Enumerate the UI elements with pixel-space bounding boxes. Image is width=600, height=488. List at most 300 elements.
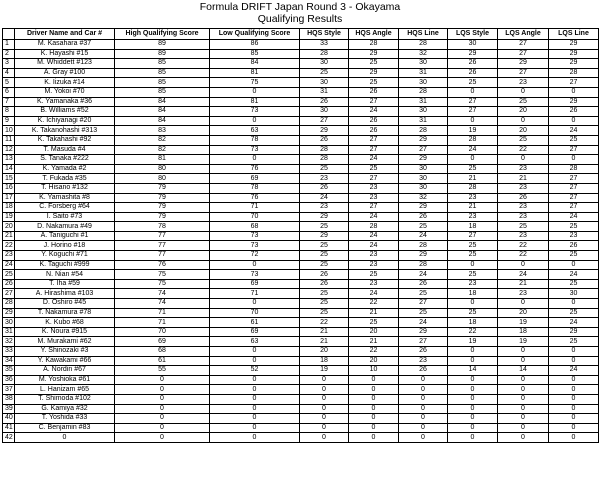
cell-driver: T. Fukada #35 [15, 174, 115, 184]
cell-hqs-angle: 0 [349, 385, 399, 395]
cell-lqs-angle: 0 [498, 385, 549, 395]
cell-hqs-angle: 27 [349, 145, 399, 155]
document-title: Formula DRIFT Japan Round 3 - Okayama [199, 1, 401, 13]
cell-lqs-angle: 23 [498, 231, 549, 241]
cell-rank: 16 [3, 183, 15, 193]
cell-rank: 9 [3, 116, 15, 126]
cell-hqs-line: 23 [399, 356, 448, 366]
cell-lqs-line: 0 [549, 155, 599, 165]
cell-high-score: 77 [115, 231, 210, 241]
cell-lqs-line: 0 [549, 385, 599, 395]
cell-lqs-angle: 0 [498, 433, 549, 443]
cell-driver: A. Taniguchi #1 [15, 231, 115, 241]
cell-lqs-style: 18 [448, 289, 498, 299]
table-row [3, 231, 599, 241]
cell-lqs-line: 0 [549, 423, 599, 433]
cell-high-score: 89 [115, 40, 210, 50]
cell-lqs-angle: 0 [498, 260, 549, 270]
cell-hqs-style: 26 [300, 135, 349, 145]
cell-rank: 1 [3, 40, 15, 50]
cell-lqs-angle: 23 [498, 164, 549, 174]
cell-hqs-angle: 27 [349, 174, 399, 184]
cell-lqs-line: 0 [549, 414, 599, 424]
cell-low-score: 76 [210, 164, 300, 174]
cell-low-score: 61 [210, 318, 300, 328]
cell-high-score: 84 [115, 107, 210, 117]
cell-driver: M. Whiddett #123 [15, 59, 115, 69]
cell-hqs-line: 29 [399, 135, 448, 145]
cell-hqs-style: 28 [300, 155, 349, 165]
cell-low-score: 0 [210, 87, 300, 97]
cell-low-score: 73 [210, 231, 300, 241]
cell-lqs-line: 26 [549, 107, 599, 117]
cell-lqs-line: 29 [549, 327, 599, 337]
cell-high-score: 0 [115, 394, 210, 404]
cell-hqs-angle: 24 [349, 241, 399, 251]
cell-high-score: 77 [115, 241, 210, 251]
cell-lqs-style: 14 [448, 366, 498, 376]
cell-lqs-style: 0 [448, 299, 498, 309]
table-row [3, 107, 599, 117]
cell-rank: 14 [3, 164, 15, 174]
cell-hqs-style: 31 [300, 87, 349, 97]
table-row [3, 174, 599, 184]
cell-rank: 32 [3, 337, 15, 347]
cell-low-score: 72 [210, 251, 300, 261]
cell-high-score: 0 [115, 433, 210, 443]
cell-hqs-style: 25 [300, 299, 349, 309]
cell-hqs-style: 27 [300, 116, 349, 126]
cell-lqs-line: 27 [549, 183, 599, 193]
cell-low-score: 0 [210, 404, 300, 414]
cell-driver: Y. Koguchi #71 [15, 251, 115, 261]
cell-hqs-angle: 24 [349, 107, 399, 117]
cell-hqs-line: 27 [399, 299, 448, 309]
cell-high-score: 79 [115, 193, 210, 203]
table-row [3, 126, 599, 136]
cell-high-score: 71 [115, 318, 210, 328]
cell-hqs-style: 28 [300, 49, 349, 59]
cell-driver: T. Shimoda #102 [15, 394, 115, 404]
cell-rank: 41 [3, 423, 15, 433]
cell-high-score: 68 [115, 347, 210, 357]
column-header-rank [3, 29, 15, 40]
cell-hqs-line: 24 [399, 270, 448, 280]
cell-rank: 34 [3, 356, 15, 366]
cell-high-score: 85 [115, 59, 210, 69]
cell-hqs-style: 0 [300, 404, 349, 414]
table-row [3, 183, 599, 193]
cell-low-score: 78 [210, 135, 300, 145]
cell-hqs-line: 0 [399, 375, 448, 385]
cell-high-score: 0 [115, 423, 210, 433]
cell-high-score: 79 [115, 212, 210, 222]
cell-rank: 22 [3, 241, 15, 251]
cell-hqs-line: 25 [399, 289, 448, 299]
cell-hqs-line: 29 [399, 251, 448, 261]
cell-hqs-angle: 23 [349, 183, 399, 193]
cell-rank: 26 [3, 279, 15, 289]
cell-low-score: 0 [210, 414, 300, 424]
cell-hqs-line: 0 [399, 404, 448, 414]
cell-lqs-angle: 0 [498, 299, 549, 309]
cell-lqs-line: 25 [549, 251, 599, 261]
table-row [3, 366, 599, 376]
cell-lqs-style: 26 [448, 68, 498, 78]
cell-rank: 42 [3, 433, 15, 443]
cell-hqs-angle: 22 [349, 299, 399, 309]
cell-hqs-angle: 29 [349, 49, 399, 59]
table-row [3, 241, 599, 251]
cell-lqs-angle: 22 [498, 145, 549, 155]
cell-low-score: 76 [210, 193, 300, 203]
cell-hqs-style: 30 [300, 78, 349, 88]
cell-hqs-angle: 23 [349, 260, 399, 270]
cell-hqs-style: 23 [300, 203, 349, 213]
table-row [3, 299, 599, 309]
cell-hqs-angle: 24 [349, 212, 399, 222]
cell-driver: K. Kubo #68 [15, 318, 115, 328]
cell-lqs-line: 30 [549, 289, 599, 299]
cell-hqs-angle: 25 [349, 318, 399, 328]
cell-lqs-style: 0 [448, 404, 498, 414]
cell-hqs-line: 26 [399, 347, 448, 357]
cell-lqs-angle: 29 [498, 59, 549, 69]
cell-lqs-angle: 0 [498, 347, 549, 357]
cell-hqs-style: 26 [300, 270, 349, 280]
cell-driver: K. Yamada #2 [15, 164, 115, 174]
cell-low-score: 70 [210, 212, 300, 222]
cell-lqs-style: 23 [448, 279, 498, 289]
cell-lqs-angle: 20 [498, 107, 549, 117]
cell-hqs-line: 24 [399, 231, 448, 241]
cell-hqs-style: 26 [300, 97, 349, 107]
cell-rank: 2 [3, 49, 15, 59]
table-row [3, 318, 599, 328]
cell-lqs-line: 25 [549, 222, 599, 232]
cell-high-score: 0 [115, 375, 210, 385]
cell-driver: G. Kamiya #32 [15, 404, 115, 414]
cell-lqs-angle: 26 [498, 193, 549, 203]
cell-high-score: 82 [115, 145, 210, 155]
column-header-lqs-line: LQS Line [549, 29, 599, 40]
cell-driver: 0 [15, 433, 115, 443]
cell-hqs-angle: 23 [349, 279, 399, 289]
cell-hqs-style: 25 [300, 308, 349, 318]
table-row [3, 251, 599, 261]
table-row [3, 289, 599, 299]
cell-high-score: 85 [115, 78, 210, 88]
cell-rank: 39 [3, 404, 15, 414]
cell-hqs-style: 0 [300, 375, 349, 385]
cell-lqs-style: 30 [448, 40, 498, 50]
cell-lqs-style: 0 [448, 87, 498, 97]
cell-lqs-style: 0 [448, 375, 498, 385]
cell-lqs-style: 0 [448, 423, 498, 433]
cell-driver: T. Masuda #4 [15, 145, 115, 155]
column-header-hqs-style: HQS Style [300, 29, 349, 40]
table-row [3, 385, 599, 395]
cell-lqs-style: 19 [448, 126, 498, 136]
cell-lqs-line: 0 [549, 347, 599, 357]
cell-lqs-angle: 27 [498, 40, 549, 50]
cell-lqs-style: 27 [448, 231, 498, 241]
cell-lqs-style: 25 [448, 308, 498, 318]
cell-driver: Y. Shinozaki #3 [15, 347, 115, 357]
cell-lqs-style: 0 [448, 414, 498, 424]
cell-lqs-line: 25 [549, 279, 599, 289]
cell-high-score: 79 [115, 183, 210, 193]
cell-lqs-angle: 23 [498, 78, 549, 88]
cell-low-score: 68 [210, 222, 300, 232]
cell-high-score: 84 [115, 116, 210, 126]
cell-rank: 18 [3, 203, 15, 213]
cell-hqs-style: 26 [300, 279, 349, 289]
cell-rank: 20 [3, 222, 15, 232]
cell-hqs-angle: 23 [349, 193, 399, 203]
cell-rank: 35 [3, 366, 15, 376]
table-row [3, 270, 599, 280]
cell-lqs-line: 23 [549, 231, 599, 241]
cell-low-score: 81 [210, 97, 300, 107]
cell-driver: K. Yamanaka #36 [15, 97, 115, 107]
cell-driver: Y. Kawakami #66 [15, 356, 115, 366]
cell-rank: 38 [3, 394, 15, 404]
cell-low-score: 86 [210, 40, 300, 50]
table-row [3, 78, 599, 88]
cell-hqs-style: 25 [300, 222, 349, 232]
cell-high-score: 74 [115, 289, 210, 299]
cell-lqs-angle: 19 [498, 337, 549, 347]
cell-rank: 24 [3, 260, 15, 270]
cell-hqs-line: 32 [399, 193, 448, 203]
cell-hqs-line: 0 [399, 385, 448, 395]
table-row [3, 375, 599, 385]
cell-hqs-angle: 24 [349, 155, 399, 165]
cell-hqs-angle: 26 [349, 87, 399, 97]
cell-lqs-style: 0 [448, 260, 498, 270]
cell-hqs-style: 29 [300, 212, 349, 222]
cell-lqs-line: 24 [549, 270, 599, 280]
cell-driver: A. Hirashima #103 [15, 289, 115, 299]
cell-hqs-angle: 26 [349, 126, 399, 136]
cell-lqs-style: 0 [448, 347, 498, 357]
cell-high-score: 76 [115, 260, 210, 270]
cell-lqs-angle: 21 [498, 174, 549, 184]
cell-hqs-line: 30 [399, 107, 448, 117]
cell-lqs-style: 25 [448, 241, 498, 251]
cell-hqs-line: 0 [399, 423, 448, 433]
cell-lqs-angle: 27 [498, 68, 549, 78]
cell-hqs-line: 31 [399, 116, 448, 126]
cell-hqs-line: 28 [399, 87, 448, 97]
cell-rank: 33 [3, 347, 15, 357]
cell-hqs-style: 25 [300, 251, 349, 261]
cell-hqs-line: 24 [399, 318, 448, 328]
column-header-hqs-angle: HQS Angle [349, 29, 399, 40]
cell-hqs-style: 22 [300, 318, 349, 328]
cell-low-score: 73 [210, 145, 300, 155]
cell-driver: T. Nakamura #78 [15, 308, 115, 318]
cell-high-score: 84 [115, 97, 210, 107]
table-row [3, 308, 599, 318]
table-row [3, 97, 599, 107]
cell-low-score: 0 [210, 356, 300, 366]
cell-lqs-angle: 27 [498, 49, 549, 59]
cell-low-score: 84 [210, 59, 300, 69]
cell-lqs-style: 0 [448, 394, 498, 404]
cell-rank: 12 [3, 145, 15, 155]
cell-hqs-style: 33 [300, 40, 349, 50]
cell-lqs-style: 18 [448, 222, 498, 232]
cell-lqs-line: 28 [549, 164, 599, 174]
cell-lqs-style: 27 [448, 97, 498, 107]
cell-rank: 37 [3, 385, 15, 395]
cell-hqs-line: 26 [399, 366, 448, 376]
cell-lqs-angle: 19 [498, 318, 549, 328]
cell-lqs-angle: 23 [498, 203, 549, 213]
cell-lqs-style: 26 [448, 59, 498, 69]
cell-high-score: 89 [115, 49, 210, 59]
table-row [3, 222, 599, 232]
cell-lqs-angle: 0 [498, 404, 549, 414]
cell-rank: 8 [3, 107, 15, 117]
cell-high-score: 85 [115, 68, 210, 78]
cell-high-score: 85 [115, 87, 210, 97]
cell-rank: 25 [3, 270, 15, 280]
cell-low-score: 0 [210, 299, 300, 309]
cell-lqs-angle: 25 [498, 135, 549, 145]
cell-hqs-angle: 0 [349, 433, 399, 443]
cell-hqs-angle: 23 [349, 251, 399, 261]
cell-hqs-line: 27 [399, 145, 448, 155]
cell-low-score: 85 [210, 49, 300, 59]
cell-lqs-line: 27 [549, 193, 599, 203]
cell-hqs-angle: 24 [349, 231, 399, 241]
table-row [3, 404, 599, 414]
cell-lqs-line: 24 [549, 126, 599, 136]
cell-high-score: 81 [115, 155, 210, 165]
cell-rank: 7 [3, 97, 15, 107]
cell-low-score: 73 [210, 107, 300, 117]
cell-driver: K. Takanohashi #313 [15, 126, 115, 136]
cell-high-score: 80 [115, 174, 210, 184]
cell-lqs-angle: 20 [498, 126, 549, 136]
cell-lqs-line: 28 [549, 68, 599, 78]
table-row [3, 40, 599, 50]
cell-lqs-line: 24 [549, 212, 599, 222]
cell-low-score: 63 [210, 126, 300, 136]
cell-driver: M. Yoshioka #61 [15, 375, 115, 385]
cell-driver: K. Ichiyanagi #20 [15, 116, 115, 126]
cell-lqs-angle: 25 [498, 97, 549, 107]
cell-hqs-angle: 21 [349, 308, 399, 318]
cell-driver: A. Nordin #67 [15, 366, 115, 376]
cell-lqs-angle: 20 [498, 308, 549, 318]
cell-high-score: 78 [115, 222, 210, 232]
cell-hqs-style: 0 [300, 394, 349, 404]
cell-rank: 5 [3, 78, 15, 88]
cell-low-score: 81 [210, 68, 300, 78]
cell-low-score: 69 [210, 279, 300, 289]
cell-driver: K. Takahashi #92 [15, 135, 115, 145]
cell-lqs-line: 24 [549, 318, 599, 328]
cell-lqs-style: 28 [448, 135, 498, 145]
cell-lqs-angle: 25 [498, 222, 549, 232]
cell-lqs-style: 28 [448, 183, 498, 193]
cell-hqs-angle: 28 [349, 40, 399, 50]
cell-lqs-line: 0 [549, 299, 599, 309]
cell-driver: D. Oshiro #45 [15, 299, 115, 309]
cell-low-score: 0 [210, 116, 300, 126]
cell-high-score: 82 [115, 135, 210, 145]
cell-hqs-angle: 0 [349, 404, 399, 414]
cell-driver: A. Gray #100 [15, 68, 115, 78]
cell-lqs-angle: 0 [498, 423, 549, 433]
cell-high-score: 70 [115, 327, 210, 337]
cell-rank: 23 [3, 251, 15, 261]
cell-lqs-angle: 22 [498, 241, 549, 251]
cell-lqs-line: 0 [549, 116, 599, 126]
document-subtitle: Qualifying Results [257, 13, 343, 25]
cell-low-score: 73 [210, 241, 300, 251]
cell-hqs-style: 0 [300, 423, 349, 433]
cell-rank: 27 [3, 289, 15, 299]
cell-hqs-angle: 22 [349, 347, 399, 357]
cell-hqs-style: 25 [300, 241, 349, 251]
cell-driver: K. Iizuka #14 [15, 78, 115, 88]
cell-low-score: 0 [210, 155, 300, 165]
cell-rank: 17 [3, 193, 15, 203]
cell-lqs-angle: 0 [498, 394, 549, 404]
cell-lqs-style: 23 [448, 193, 498, 203]
cell-hqs-style: 29 [300, 126, 349, 136]
cell-driver: B. Williams #52 [15, 107, 115, 117]
cell-lqs-style: 25 [448, 164, 498, 174]
cell-hqs-style: 18 [300, 356, 349, 366]
cell-hqs-angle: 20 [349, 356, 399, 366]
cell-low-score: 75 [210, 78, 300, 88]
table-row [3, 135, 599, 145]
cell-high-score: 0 [115, 385, 210, 395]
cell-low-score: 69 [210, 327, 300, 337]
cell-low-score: 0 [210, 260, 300, 270]
cell-driver: T. Hisano #132 [15, 183, 115, 193]
cell-driver: I. Saito #73 [15, 212, 115, 222]
cell-high-score: 75 [115, 279, 210, 289]
cell-lqs-line: 29 [549, 97, 599, 107]
cell-high-score: 69 [115, 337, 210, 347]
cell-lqs-line: 27 [549, 174, 599, 184]
cell-high-score: 79 [115, 203, 210, 213]
cell-lqs-style: 25 [448, 270, 498, 280]
cell-hqs-line: 28 [399, 241, 448, 251]
cell-lqs-line: 0 [549, 433, 599, 443]
cell-lqs-line: 29 [549, 40, 599, 50]
cell-hqs-angle: 28 [349, 222, 399, 232]
cell-hqs-angle: 0 [349, 414, 399, 424]
cell-lqs-line: 25 [549, 337, 599, 347]
cell-hqs-angle: 20 [349, 327, 399, 337]
table-row [3, 279, 599, 289]
cell-hqs-line: 26 [399, 212, 448, 222]
cell-rank: 10 [3, 126, 15, 136]
cell-low-score: 69 [210, 174, 300, 184]
cell-hqs-style: 21 [300, 327, 349, 337]
cell-lqs-style: 0 [448, 356, 498, 366]
cell-high-score: 77 [115, 251, 210, 261]
cell-hqs-angle: 25 [349, 270, 399, 280]
